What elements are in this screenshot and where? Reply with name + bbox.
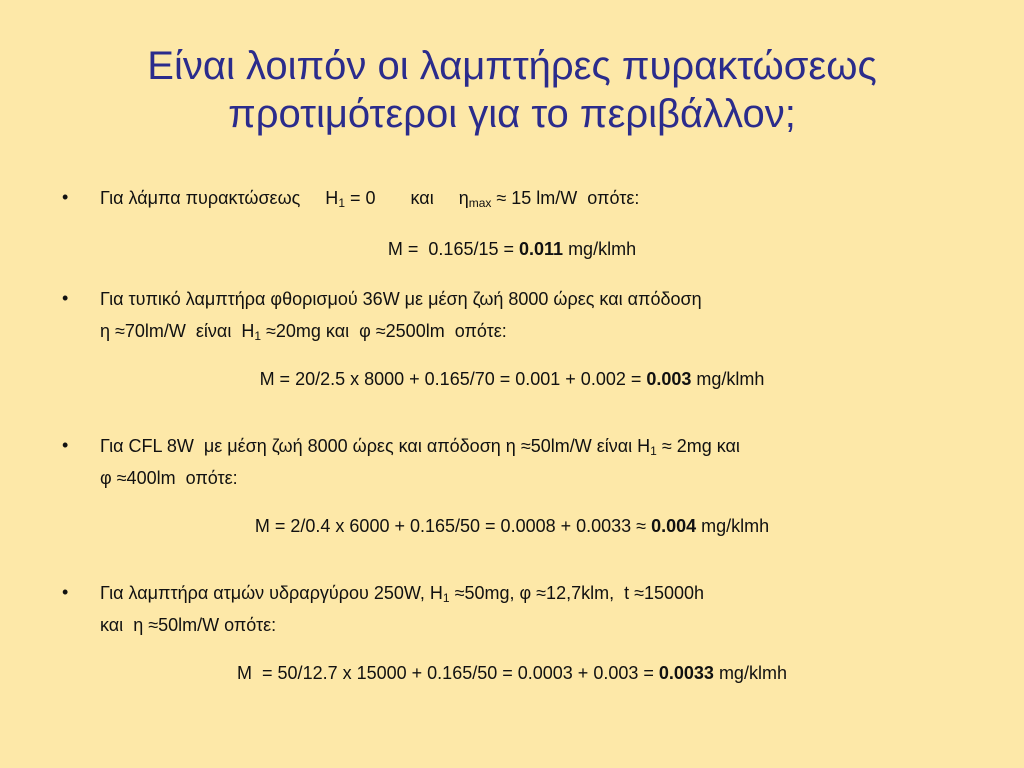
item-4-line-2: και η ≈50lm/W οπότε:	[100, 615, 277, 635]
item-3-line-2: φ ≈400lm οπότε:	[100, 468, 238, 488]
item-4-equation: M = 50/12.7 x 15000 + 0.165/50 = 0.0003 + 0.003 = 0.0033 mg/klmh	[237, 663, 787, 683]
item-1-equation: M = 0.165/15 = 0.011 mg/klmh	[387, 239, 637, 259]
item-2-line-2: η ≈70lm/W είναι $H_1 \approx 20mg$ και φ ≈2500lm οπότε:	[100, 321, 507, 343]
bullet-marker: •	[62, 582, 69, 602]
bullet-marker: •	[62, 187, 69, 207]
item-1-text: Για λάμπα πυρακτώσεως $H_1 = 0$ και $\eta_{max} \approx 15$ lm/W οπότε:	[100, 188, 640, 210]
slide-title	[0, 42, 1024, 138]
title-line-1: Είναι λοιπόν οι λαμπτήρες πυρακτώσεως	[147, 44, 877, 88]
item-2-equation: M = 20/2.5 x 8000 + 0.165/70 = 0.001 + 0.002 = 0.003 mg/klmh	[259, 369, 765, 389]
item-2-line-1: Για τυπικό λαμπτήρα φθορισμού 36W με μέση ζωή 8000 ώρες και απόδοση	[100, 289, 702, 309]
bullet-marker: •	[62, 435, 69, 455]
item-3-equation: M = 2/0.4 x 6000 + 0.165/50 = 0.0008 + 0.0033 ≈ 0.004 mg/klmh	[254, 516, 770, 536]
bullet-marker: •	[62, 288, 69, 308]
item-4-line-1: Για λαμπτήρα ατμών υδραργύρου 250W, $H_1 \approx 50mg$, φ ≈12,7klm, t ≈15000h	[100, 583, 705, 605]
title-line-2: προτιμότεροι για το περιβάλλον;	[228, 92, 796, 136]
item-3-line-1: Για CFL 8W με μέση ζωή 8000 ώρες και απόδοση η ≈50lm/W είναι $H_1 \approx 2mg$ και	[100, 436, 740, 458]
